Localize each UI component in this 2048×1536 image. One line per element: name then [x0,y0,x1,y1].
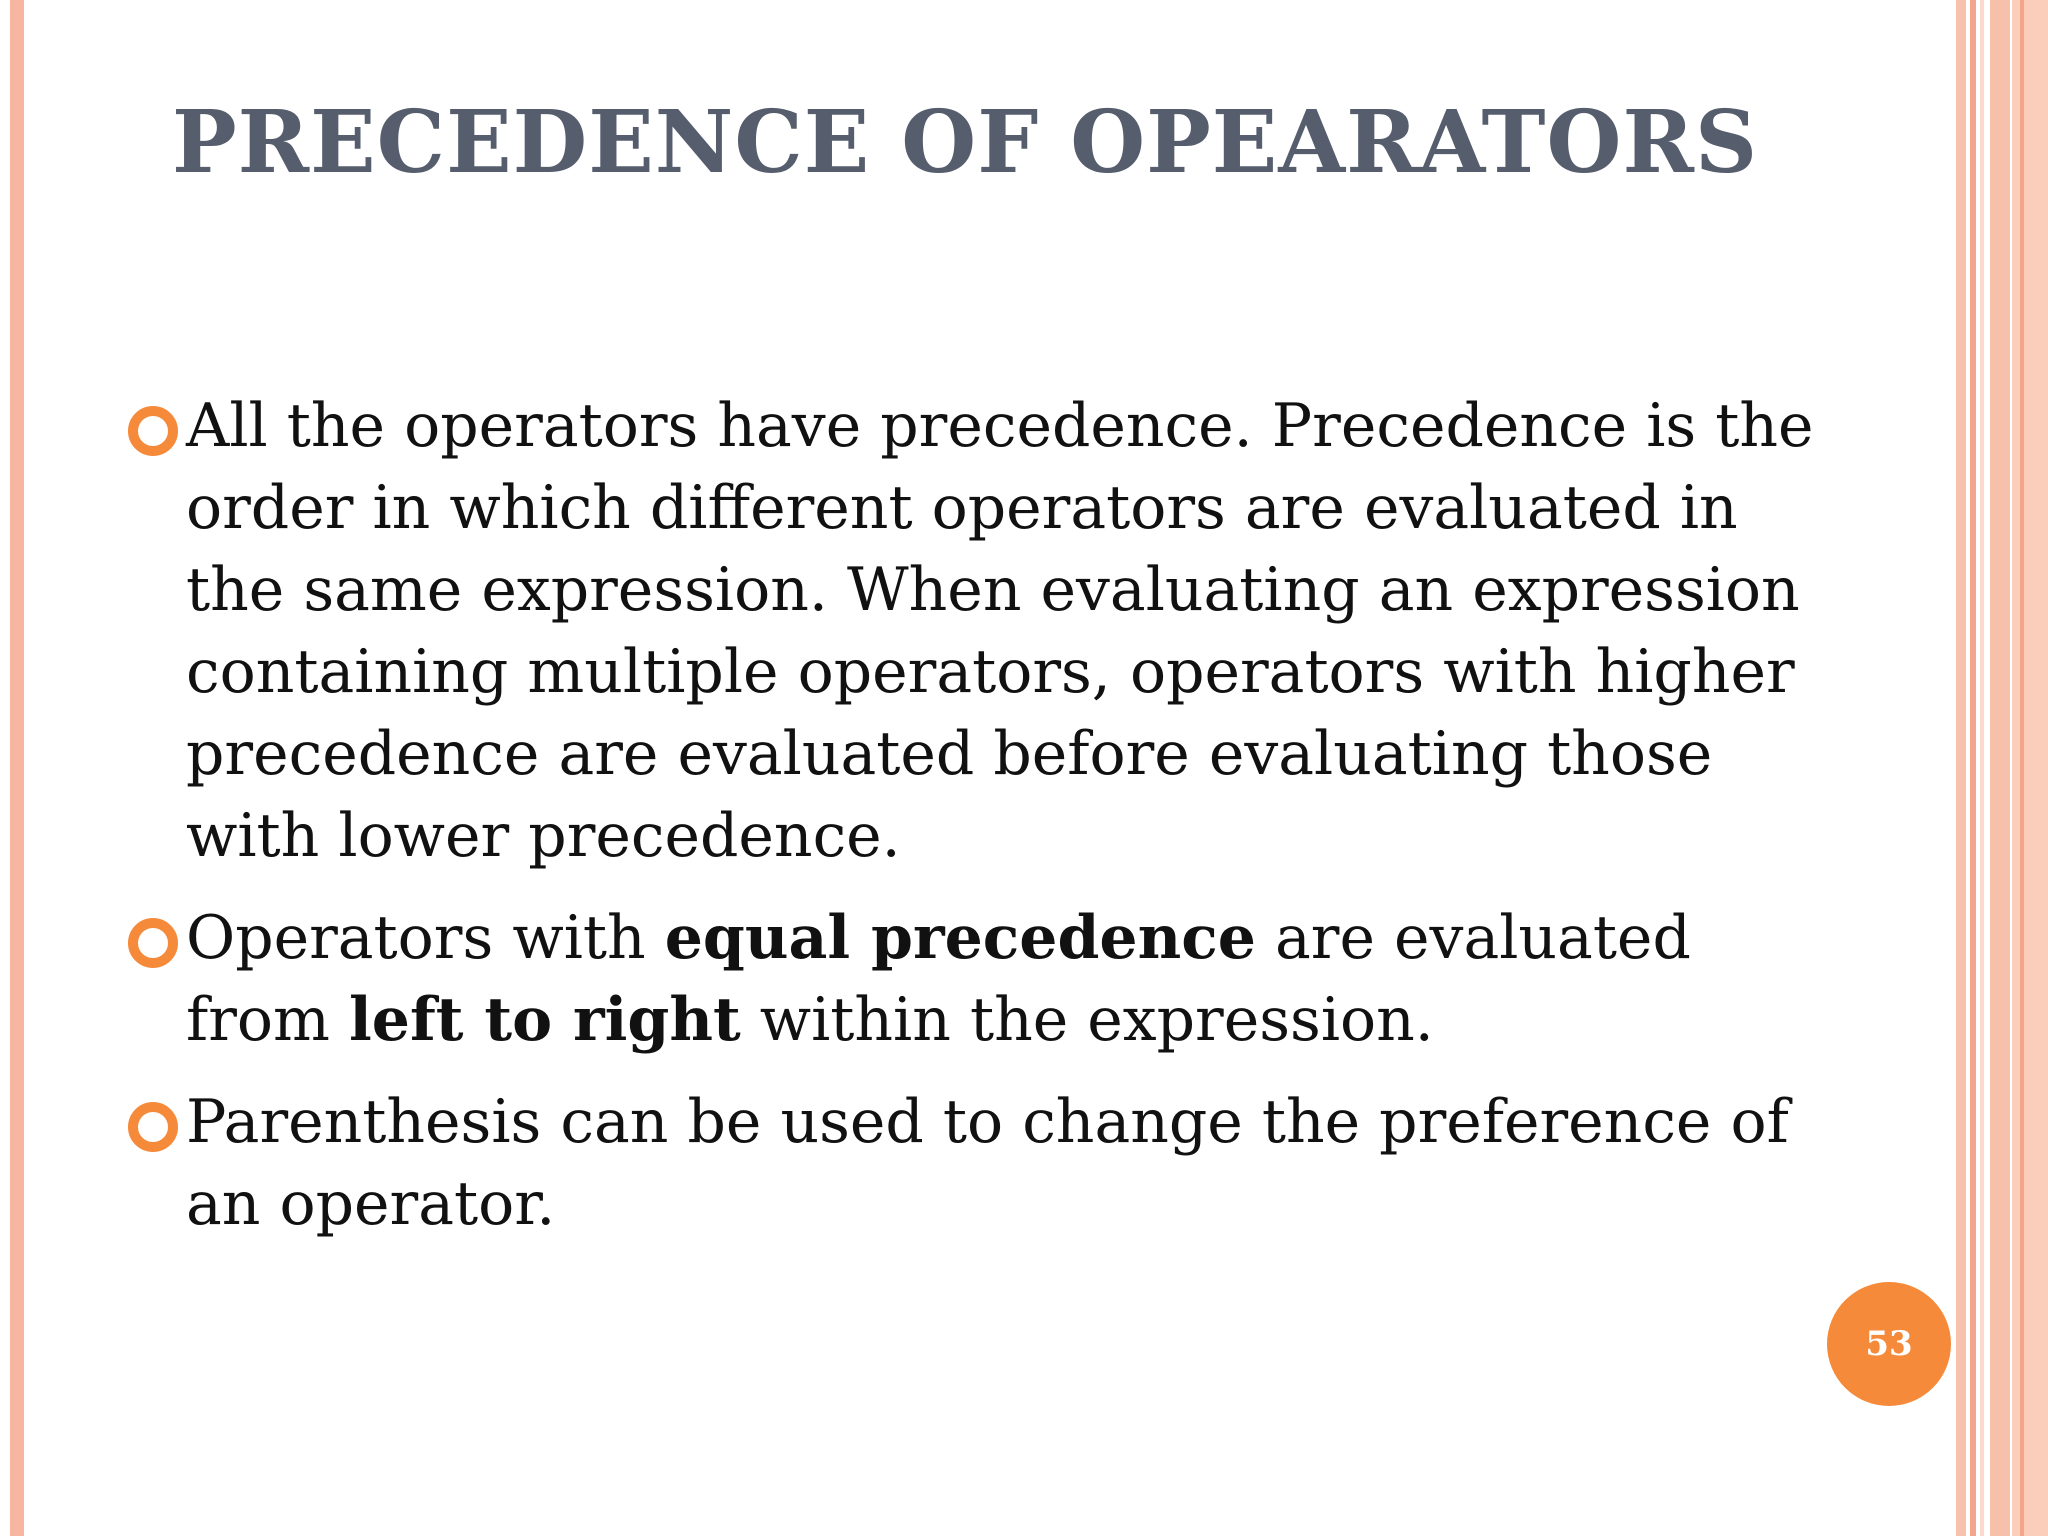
right-stripe [1970,0,1976,1536]
right-stripe [1956,0,1966,1536]
ring-bullet-icon [128,406,178,456]
left-border-decoration [10,0,24,1536]
text-segment: are evaluated from [186,903,1691,1055]
ring-bullet-icon [128,1102,178,1152]
bold-text-segment: equal precedence [664,903,1256,973]
right-stripe [2012,0,2048,1536]
right-stripe [1990,0,2010,1536]
page-number: 53 [1865,1324,1913,1364]
bold-text-segment: left to right [348,985,741,1055]
bullet-text: All the operators have precedence. Precedence is the order in which different operators are evaluated in the same expression. When evaluating an expression containing multiple operators, operators with higher precedence are evaluated before evaluating those with lower precedence. [186,391,1814,871]
bullet-item [128,897,1848,1061]
right-stripe [1980,0,1984,1536]
bullet-list [128,385,1848,1265]
bullet-item [128,1081,1848,1245]
text-segment: Operators with [186,903,665,973]
bullet-item [128,385,1848,877]
slide-title: PRECEDENCE OF OPEARATORS [171,92,1759,193]
page-number-badge [1827,1282,1951,1406]
bullet-text: Parenthesis can be used to change the preference of an operator. [186,1087,1789,1239]
text-segment: within the expression. [740,985,1434,1055]
ring-bullet-icon [128,918,178,968]
bullet-text [186,903,1691,1055]
right-stripe [2020,0,2024,1536]
